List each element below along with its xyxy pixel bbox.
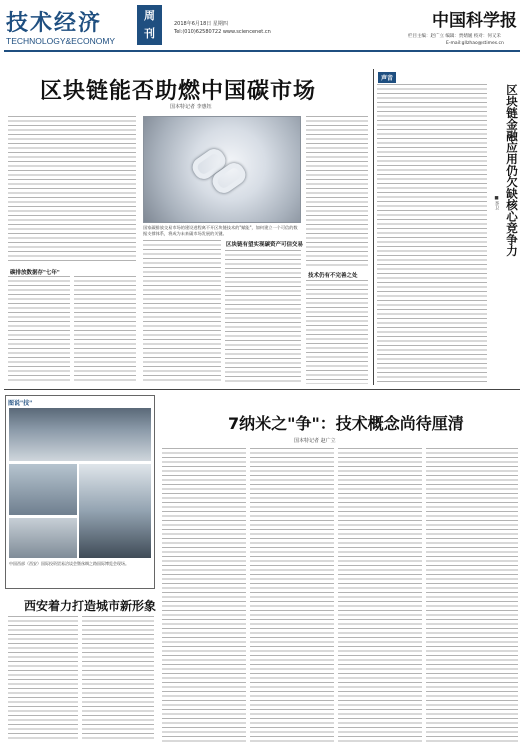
editor-credits: 栏目主编：赵广立 编辑：贾婧媛 校对：何又禾 bbox=[408, 34, 501, 39]
feature-tag: 图说"技" bbox=[8, 400, 33, 407]
article2-column-2 bbox=[250, 448, 334, 744]
feature-headline: 西安着力打造城市新形象 bbox=[24, 599, 157, 613]
blockchain-photo bbox=[143, 116, 301, 223]
contact-line: Tel:(010)62580722 www.sciencenet.cn bbox=[174, 29, 271, 35]
article-column-1 bbox=[8, 116, 136, 264]
feature-text-1 bbox=[8, 616, 78, 742]
article2-byline: 国本特记者 赵广立 bbox=[294, 438, 336, 444]
opinion-tag: 声音 bbox=[378, 72, 396, 83]
photo-caption: 国家碳排放交易市场的建设进程离不开区块链技术的"赋能"，如何建立一个可信的数据支撑体系，将成为未来碳市场发展的关键。 bbox=[143, 225, 298, 236]
newspaper-logo: 中国科学报 bbox=[432, 11, 517, 31]
section-title: 技术经济 bbox=[6, 11, 103, 36]
weekly-badge bbox=[137, 5, 162, 45]
exhibition-photo bbox=[9, 408, 151, 461]
editor-email: E-mail:gllzhao@stimes.cn bbox=[446, 41, 504, 46]
article2-headline: 7纳米之"争"：技术概念尚待厘清 bbox=[228, 414, 464, 433]
subhead-1: 碳排放数据存"七年" bbox=[10, 270, 60, 276]
section-divider bbox=[4, 389, 520, 390]
opinion-title: 区块链金融应用仍欠缺核心竞争力 bbox=[505, 84, 519, 257]
article-column-5 bbox=[306, 116, 368, 266]
opinion-text bbox=[377, 84, 487, 382]
article-column-3 bbox=[143, 240, 221, 384]
article-column-2 bbox=[74, 276, 136, 384]
subhead-3: 技术仍有不完善之处 bbox=[308, 273, 358, 279]
article-column-4 bbox=[225, 250, 301, 384]
feature-text-2 bbox=[82, 616, 154, 742]
main-headline: 区块链能否助燃中国碳市场 bbox=[40, 79, 317, 104]
feature-caption: 中国西部（西安）国际投资贸易洽谈会暨丝绸之路国际博览会现场。 bbox=[9, 561, 129, 566]
article2-column-1 bbox=[162, 448, 246, 744]
section-english: TECHNOLOGY&ECONOMY bbox=[6, 36, 116, 46]
subhead-2: 区块链有望实现碳资产可信交易 bbox=[226, 242, 304, 248]
main-byline: 国本特记者 李惠钰 bbox=[170, 104, 212, 110]
weekly-label-2: 刊 bbox=[144, 27, 155, 40]
article-column-6 bbox=[306, 280, 368, 384]
weekly-label-1: 周 bbox=[144, 9, 155, 22]
booth-photo bbox=[9, 518, 77, 558]
vehicle-photo bbox=[9, 464, 77, 515]
header-rule bbox=[4, 50, 520, 52]
article-column-1b bbox=[8, 276, 70, 384]
article2-column-4 bbox=[426, 448, 518, 744]
opinion-author: ■李卫 bbox=[494, 196, 499, 210]
presenter-photo bbox=[79, 464, 151, 558]
issue-date: 2018年6月18日 星期四 bbox=[174, 21, 228, 27]
article2-column-3 bbox=[338, 448, 422, 744]
